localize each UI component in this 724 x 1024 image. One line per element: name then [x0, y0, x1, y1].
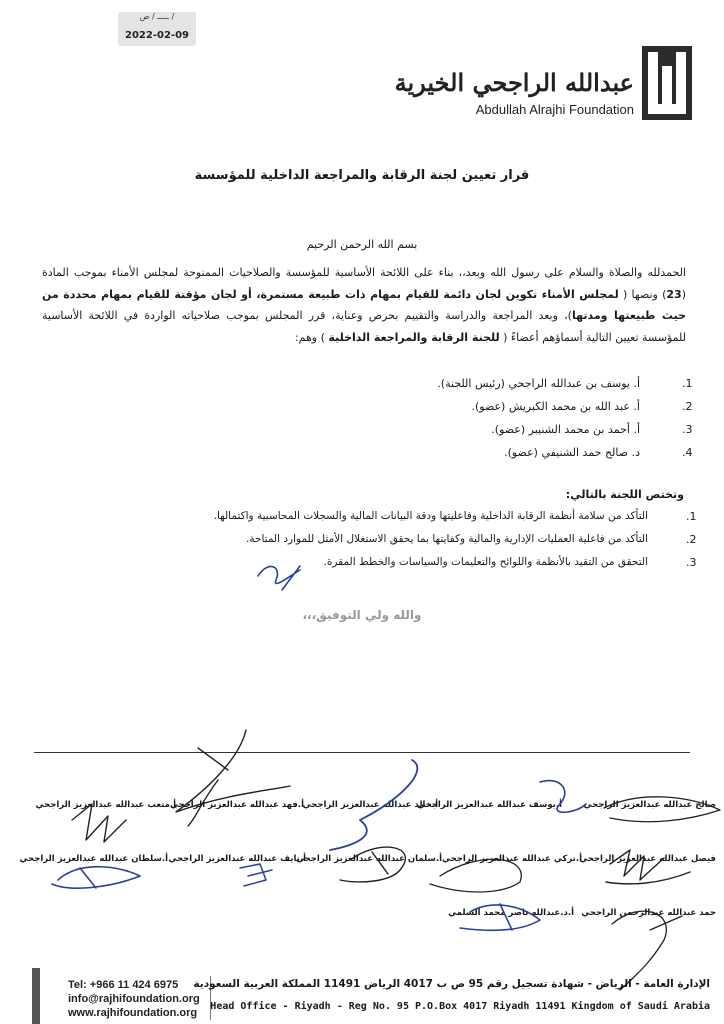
footer-email[interactable]: info@rajhifoundation.org	[68, 993, 200, 1005]
list-number: .2	[686, 533, 697, 546]
list-number: .3	[682, 423, 693, 436]
document-title: قرار تعيين لجنة الرقابة والمراجعة الداخلية للمؤسسة	[194, 168, 530, 183]
list-item	[0, 510, 724, 530]
reference-number: ـــــ / ص /	[139, 12, 175, 21]
para-part-1: الحمدلله والصلاة والسلام على رسول الله وبعد،، بناء على اللائحة الأساسية للمؤسسة والصلاحيات الممنوحة لمجلس الأمناء بموجب المادة (	[42, 266, 686, 301]
duty-text: التأكد من سلامة أنظمة الرقابة الداخلية وفاعليتها ودقة البيانات المالية والسجلات المحاسبية واكتمالها.	[213, 510, 648, 522]
footer-website[interactable]: www.rajhifoundation.org	[68, 1007, 198, 1019]
article-quote: لمجلس الأمناء تكوين لجان دائمة للقيام بمهام ذات طبيعة مستمرة، أو لجان مؤقتة للقيام بمهام محددة من حيث طبيعتها ومدتها	[42, 287, 686, 322]
duty-text: التأكد من فاعلية العمليات الإدارية والمالية وكفايتها بما يحقق الاستغلال الأمثل للموارد المتاحة.	[246, 533, 648, 545]
signatory-name: فيصل عبدالله عبدالعزيز الراجحي	[579, 854, 716, 864]
footer-address-english: Head Office - Riyadh - Reg No. 95 P.O.Box 4017 Riyadh 11491 Kingdom of Saudi Arabia	[210, 1001, 710, 1012]
basmala: بسم الله الرحمن الرحيم	[306, 238, 418, 251]
list-item	[0, 423, 724, 443]
para-part-2: ) ونصها (	[618, 287, 667, 301]
list-number: .1	[686, 510, 697, 523]
member-name: أ. أحمد بن محمد الشنيبر (عضو).	[491, 423, 640, 436]
list-item	[0, 533, 724, 553]
signatory-name: أ.سلطان عبدالله عبدالعزيز الراجحي	[19, 854, 168, 864]
signatory-name: حمد عبدالله عبدالرحمن الراجحي	[581, 908, 716, 918]
footer-address-arabic: الإدارة العامة - الرياض - شهادة تسجيل رقم 95 ص ب 4017 الرياض 11491 المملكة العربية السعودية	[193, 978, 710, 990]
decision-paragraph	[42, 262, 686, 348]
signatory-name: أ.فهد عبدالله عبدالعزيز الراجحي	[169, 800, 304, 810]
footer-contact	[68, 978, 200, 1020]
signatory-name: صالح عبدالله عبدالعزيز الراجحي	[583, 800, 716, 810]
list-item	[0, 446, 724, 466]
committee-name: للجنة الرقابة والمراجعة الداخلية	[328, 330, 500, 344]
duty-text: التحقق من التقيد بالأنظمة واللوائح والتعليمات والسياسات والخطط المقرة.	[323, 556, 648, 568]
reference-box	[118, 12, 196, 46]
signature-divider	[34, 752, 690, 753]
signatory-name: أ.خالد عبدالله عبدالعزيز الراجحي	[302, 800, 438, 810]
list-item	[0, 556, 724, 576]
duties-heading: وتختص اللجنة بالتالي:	[565, 488, 684, 501]
member-name: أ. عبد الله بن محمد الكبريش (عضو).	[471, 400, 640, 413]
signatory-name: أ.متعب عبدالله عبدالعزيز الراجحي	[35, 800, 176, 810]
footer-phone: Tel: +966 11 424 6975	[68, 979, 179, 991]
footer-accent-bar	[32, 968, 40, 1024]
signatory-name: أ.يوسف عبدالله عبدالعزيز الراجحي	[417, 800, 562, 810]
logo-arabic-text: عبدالله الراجحي الخيرية	[394, 68, 634, 97]
signatory-name: أ.نايف عبدالله عبدالعزيز الراجحي	[168, 854, 306, 864]
document-date: 2022-02-09	[125, 30, 189, 41]
para-part-3: )، وبعد المراجعة والدراسة والتقييم بحرص وعناية، قرر المجلس بموجب صلاحياته الواردة في اللائحة الأساسية للمؤسسة تعيين التالية أسماؤهم أعضاءً (	[42, 309, 686, 344]
signatory-name: أ.تركي عبدالله عبدالعزيز الراجحي	[442, 854, 582, 864]
list-number: .3	[686, 556, 697, 569]
list-number: .2	[682, 400, 693, 413]
signatory-name: أ.د.عبدالله ناصر محمد السلمي	[448, 908, 574, 918]
list-item	[0, 400, 724, 420]
para-part-4: ) وهم:	[294, 330, 329, 344]
closing-phrase: والله ولي التوفيق،،،	[302, 608, 422, 622]
list-number: .1	[682, 377, 693, 390]
member-name: أ. يوسف بن عبدالله الراجحي (رئيس اللجنة).	[437, 377, 640, 390]
foundation-logo	[394, 40, 692, 124]
list-number: .4	[682, 446, 693, 459]
foundation-logo-icon	[642, 46, 692, 120]
member-name: د. صالح حمد الشنيفي (عضو).	[504, 446, 640, 459]
logo-english-text: Abdullah Alrajhi Foundation	[475, 102, 634, 117]
list-item	[0, 377, 724, 397]
signatory-name: أ.سلمان عبدالله عبدالعزيز الراجحي	[296, 854, 442, 864]
article-number: 23	[666, 287, 682, 301]
